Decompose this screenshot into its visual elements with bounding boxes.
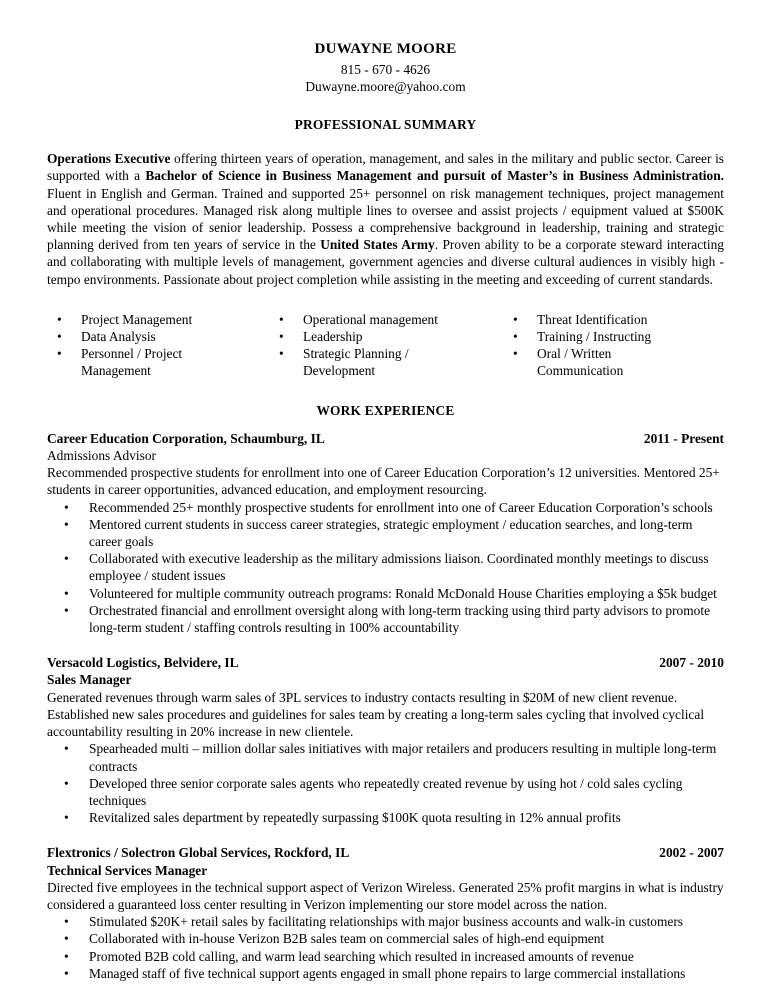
skill-label: Project Management: [81, 311, 193, 327]
job-bullet: [47, 930, 724, 947]
summary-paragraph: [47, 150, 724, 288]
bullet-icon: •: [64, 775, 69, 791]
job-bullet: [47, 499, 724, 516]
job-bullet-text: Recommended 25+ monthly prospective students for enrollment into one of Career Education Corporation’s schools: [89, 499, 713, 515]
job-bullet-text: Stimulated $20K+ retail sales by facilitating relationships with major business accounts and walk-in customers: [89, 914, 684, 930]
job-company: Career Education Corporation, Schaumburg, IL: [47, 430, 325, 446]
job-role: Technical Services Manager: [47, 862, 208, 878]
job-bullet: [47, 602, 724, 636]
job-bullet-list: [47, 740, 724, 826]
job-bullet: [47, 740, 724, 774]
email-address: Duwayne.moore@yahoo.com: [305, 79, 466, 94]
summary-bold-title: Operations Executive: [47, 151, 171, 167]
job-bullet-text: Managed staff of five technical support agents engaged in small phone repairs to large commercial installations: [89, 965, 686, 981]
summary-bold-degree: Bachelor of Science in Business Management and pursuit of Master’s in Business Administration.: [145, 168, 724, 184]
bullet-icon: •: [64, 602, 69, 618]
bullet-icon: •: [64, 810, 69, 826]
job-bullet: [47, 516, 724, 550]
job-bullet-text: Collaborated with in-house Verizon B2B sales team on commercial sales of high-end equipment: [89, 931, 605, 947]
job-bullet-list: [47, 499, 724, 637]
bullet-icon: •: [57, 311, 62, 327]
skills-list: [47, 311, 724, 380]
job-bullet-text: Spearheaded multi – million dollar sales initiatives with major retailers and producers resulting in multiple long-term contracts: [89, 741, 717, 774]
bullet-icon: •: [513, 329, 518, 345]
bullet-icon: •: [64, 948, 69, 964]
skill-label: Training / Instructing: [537, 329, 652, 345]
skill-item: [279, 311, 513, 328]
skill-item: [57, 311, 279, 328]
job-dates: 2007 - 2010: [659, 655, 724, 671]
job-header: [47, 844, 724, 861]
job-bullet-text: Developed three senior corporate sales agents who repeatedly created revenue by using hot / cold sales cycling techniques: [89, 775, 683, 808]
candidate-name: DUWAYNE MOORE: [314, 41, 457, 57]
phone-number: 815 - 670 - 4626: [340, 62, 431, 77]
job-bullet-text: Orchestrated financial and enrollment oversight along with long-term tracking using third party advisors to promote long-term student / staffing controls resulting in 100% accountability: [89, 602, 711, 636]
bullet-icon: •: [513, 311, 518, 327]
job-bullet: [47, 913, 724, 930]
skill-item: [279, 345, 513, 379]
skill-item: [57, 328, 279, 345]
skill-label: Leadership: [303, 329, 363, 345]
resume-header: [47, 40, 724, 95]
job-company: Flextronics / Solectron Global Services, Rockford, IL: [47, 845, 350, 861]
job-bullet: [47, 809, 724, 826]
skills-column-2: [279, 311, 513, 380]
bullet-icon: •: [513, 346, 518, 362]
summary-bold-army: United States Army: [320, 237, 435, 253]
bullet-icon: •: [279, 311, 284, 327]
job-bullet-text: Revitalized sales department by repeatedly surpassing $100K quota resulting in 12% annual profits: [89, 810, 621, 826]
skills-column-1: [57, 311, 279, 380]
skill-label: Oral / Written Communication: [537, 346, 624, 379]
job-description: Recommended prospective students for enrollment into one of Career Education Corporation’s 12 universities. Mentored 25+ students in career opportunities, advanced education, and employment resourcing.: [47, 465, 720, 498]
job-entry-versacold: [47, 654, 724, 826]
job-bullet-text: Volunteered for multiple community outreach programs: Ronald McDonald House Charities employing a $5k budget: [89, 585, 717, 601]
job-bullet: [47, 965, 724, 982]
bullet-icon: •: [57, 346, 62, 362]
job-bullet: [47, 775, 724, 809]
bullet-icon: •: [64, 551, 69, 567]
job-bullet: [47, 585, 724, 602]
job-bullet-text: Mentored current students in success career strategies, strategic employment / education searches, and long-term career goals: [89, 516, 693, 550]
job-description: Generated revenues through warm sales of 3PL services to industry contacts resulting in $20M of new client revenue. Established new sales procedures and guidelines for sales team by creating a long-term sales cycling that involved cyclical accountability resulting in 20% increase in new clientele.: [47, 689, 705, 740]
bullet-icon: •: [279, 329, 284, 345]
skill-item: [513, 345, 693, 379]
job-dates: 2011 - Present: [643, 430, 724, 446]
bullet-icon: •: [64, 499, 69, 515]
bullet-icon: •: [64, 585, 69, 601]
summary-text-1: offering thirteen years of operation, management, and sales in the military and public sector. Career is supported with a: [47, 151, 724, 184]
summary-heading: PROFESSIONAL SUMMARY: [294, 117, 477, 132]
job-bullet: [47, 948, 724, 965]
bullet-icon: •: [64, 965, 69, 981]
skill-label: Operational management: [303, 311, 438, 327]
bullet-icon: •: [64, 741, 69, 757]
summary-text-2: Fluent in English and German. Trained and supported 25+ personnel on risk management techniques, project management and operational procedures. Managed risk along multiple lines to oversee and assist projects / equipment valued at $500K while meeting the vision of senior leadership. Possess a comprehensive background in leadership, training and strategic planning derived from ten years of service in the: [47, 185, 724, 253]
job-bullet-text: Promoted B2B cold calling, and warm lead searching which resulted in increased amounts of revenue: [89, 948, 634, 964]
skill-item: [513, 311, 693, 328]
job-bullet: [47, 550, 724, 584]
skill-item: [57, 345, 279, 379]
bullet-icon: •: [279, 346, 284, 362]
skill-item: [279, 328, 513, 345]
job-entry-career-education: [47, 430, 724, 636]
bullet-icon: •: [57, 329, 62, 345]
skill-item: [513, 328, 693, 345]
job-header: [47, 654, 724, 671]
skill-label: Threat Identification: [537, 311, 648, 327]
job-bullet-list: [47, 913, 724, 982]
job-role: Admissions Advisor: [47, 448, 157, 464]
summary-text-3: . Proven ability to be a corporate steward interacting and collaborating with multiple levels of management, government agencies and diverse cultural audiences in visibly high - tempo environments. Passionate about project completion while assisting in the meeting and exceeding of current standards.: [47, 237, 724, 287]
job-entry-flextronics: [47, 844, 724, 982]
bullet-icon: •: [64, 914, 69, 930]
job-header: [47, 430, 724, 447]
job-description: Directed five employees in the technical support aspect of Verizon Wireless. Generated 25% profit margins in what is industry considered a guaranteed loss center resulting in Verizon implementing our store model across the nation.: [47, 879, 724, 912]
job-role: Sales Manager: [47, 672, 132, 688]
bullet-icon: •: [64, 516, 69, 532]
skills-column-3: [513, 311, 693, 380]
skill-label: Strategic Planning / Development: [303, 346, 409, 379]
skill-label: Data Analysis: [81, 329, 156, 345]
skill-label: Personnel / Project Management: [81, 346, 183, 379]
job-company: Versacold Logistics, Belvidere, IL: [47, 655, 239, 671]
job-dates: 2002 - 2007: [659, 845, 724, 861]
job-bullet-text: Collaborated with executive leadership as the military admissions liaison. Coordinated monthly meetings to discuss employee / student issues: [89, 551, 709, 584]
work-experience-heading: WORK EXPERIENCE: [316, 402, 455, 418]
bullet-icon: •: [64, 931, 69, 947]
